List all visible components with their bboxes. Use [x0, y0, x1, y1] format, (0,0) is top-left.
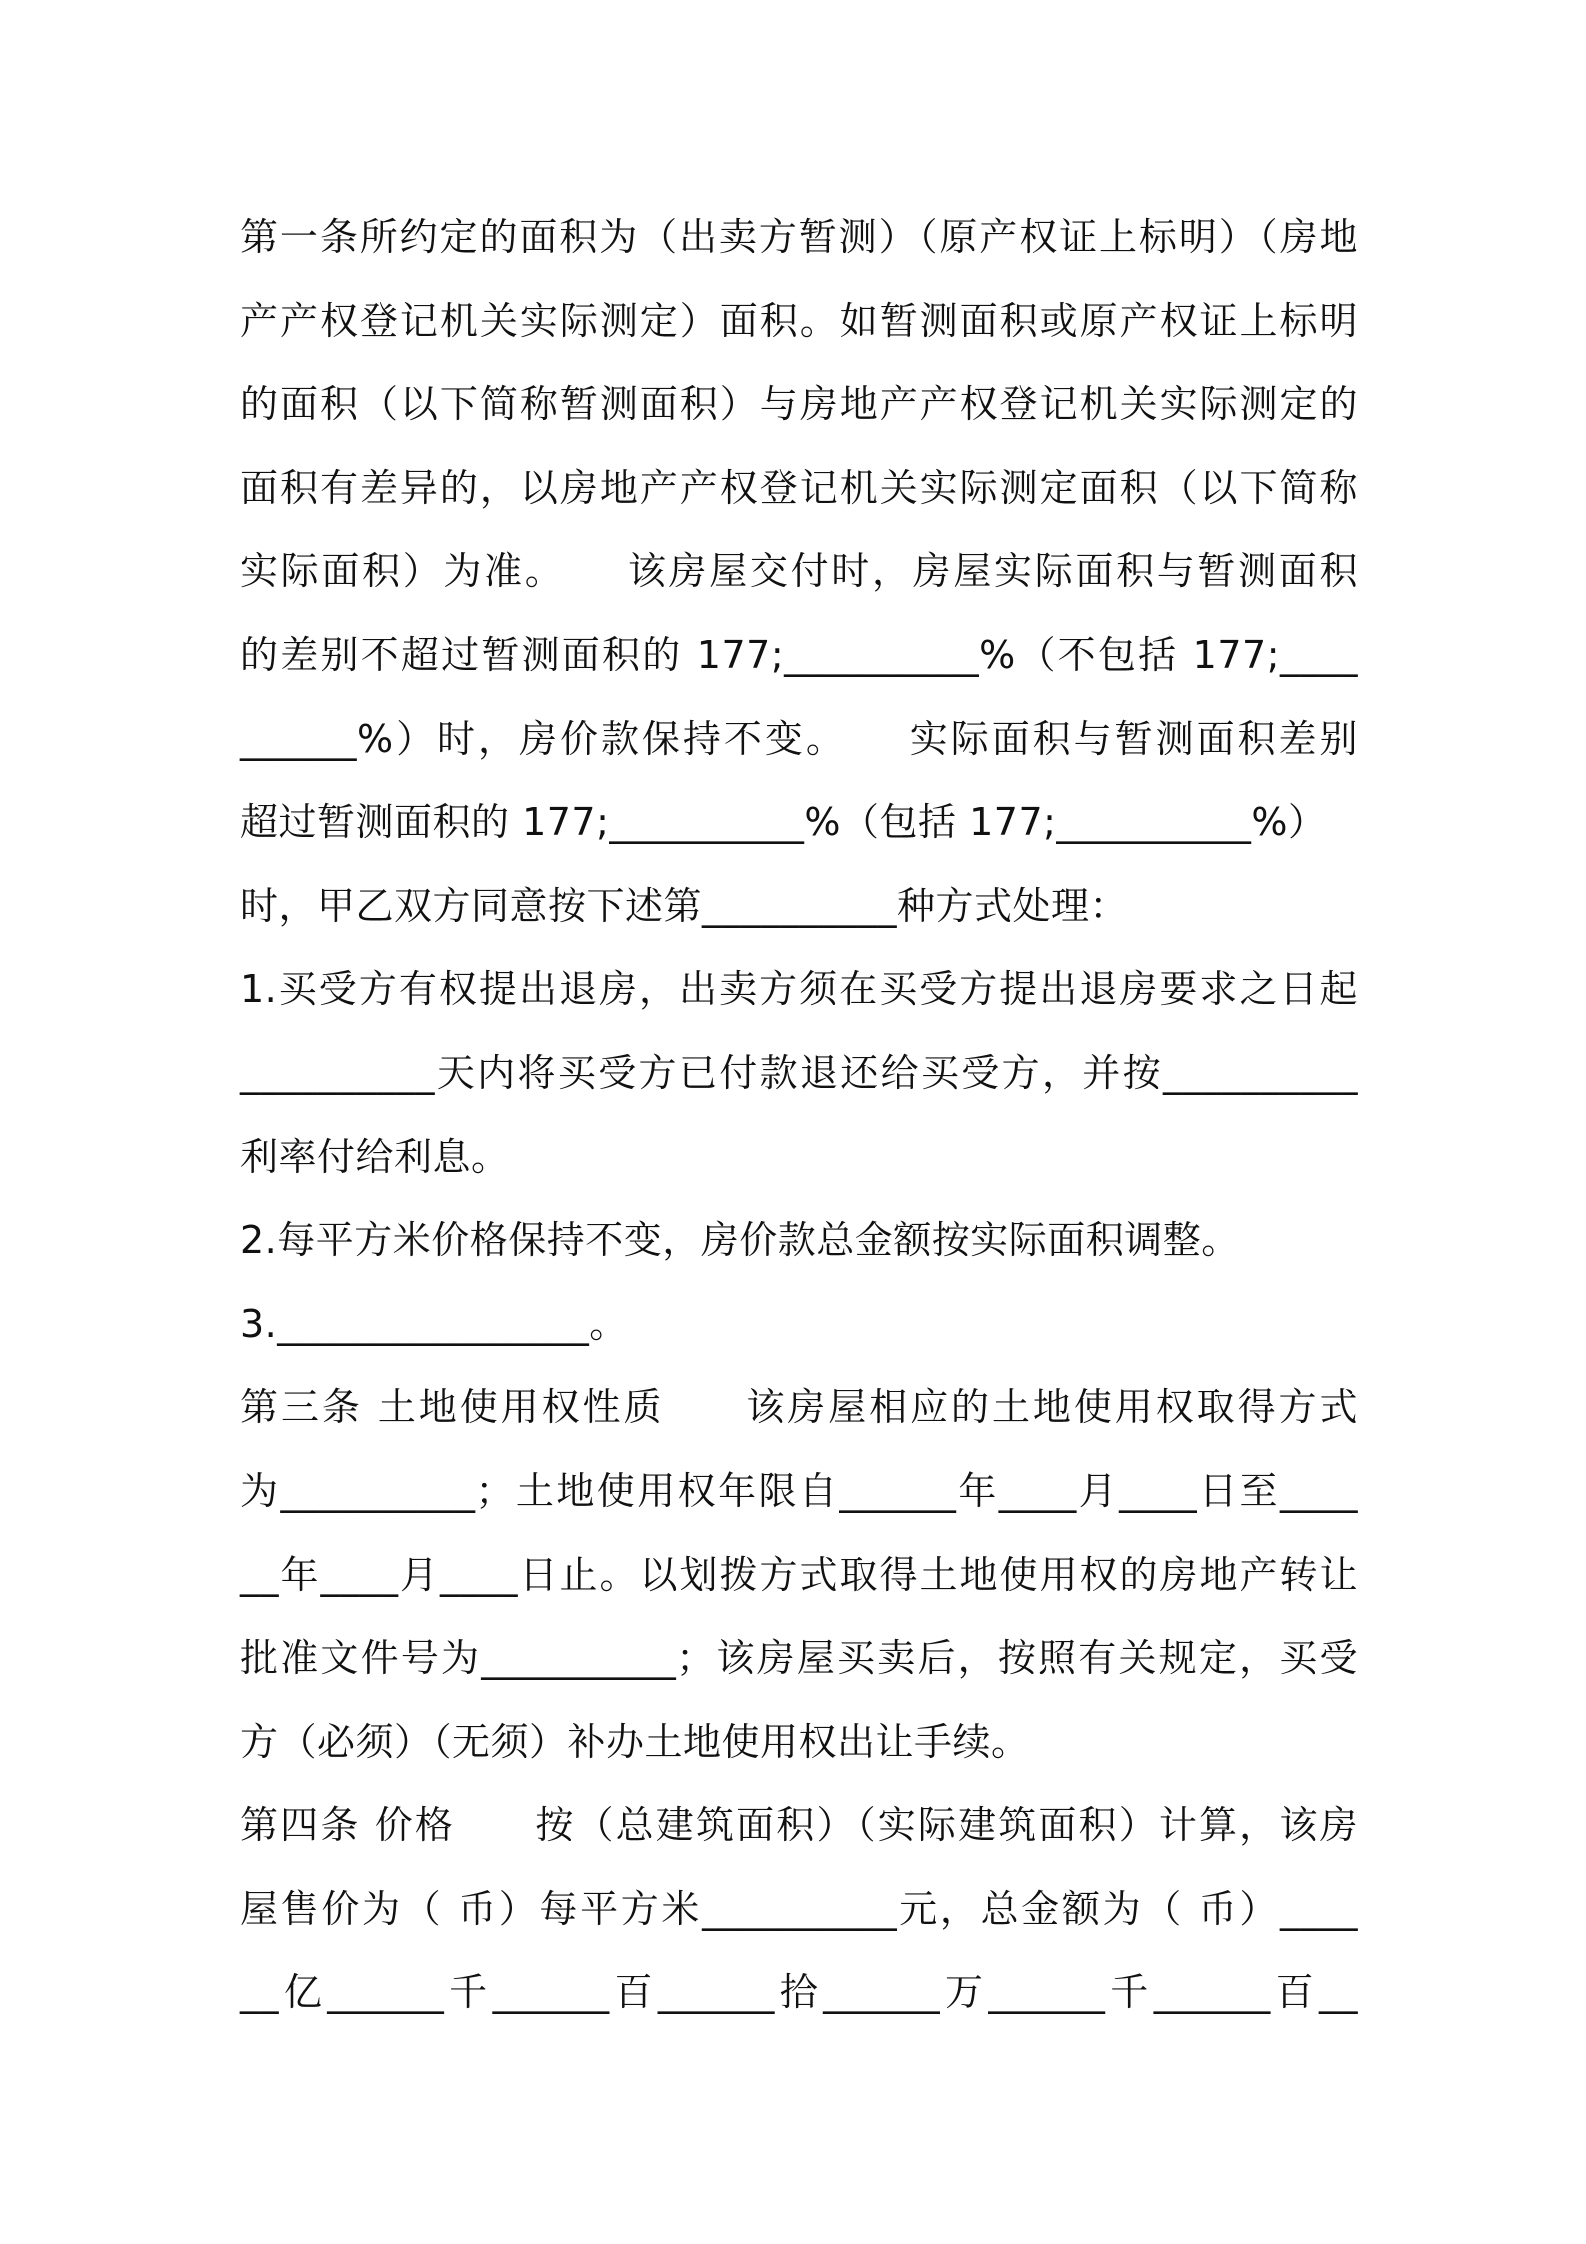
- text-line: 1.买受方有权提出退房，出卖方须在买受方提出退房要求之日起: [240, 967, 1358, 1012]
- text-line: 第三条 土地使用权性质 该房屋相应的土地使用权取得方式: [240, 1385, 1358, 1430]
- text-line: 时，甲乙双方同意按下述第__________种方式处理：: [240, 883, 1129, 928]
- text-line: 方（必须）（无须）补办土地使用权出让手续。: [240, 1719, 1030, 1764]
- text-line: 产产权登记机关实际测定）面积。如暂测面积或原产权证上标明: [240, 298, 1358, 343]
- text-line: 的面积（以下简称暂测面积）与房地产产权登记机关实际测定的: [240, 382, 1358, 427]
- text-line: 屋售价为（ 币）每平方米__________元，总金额为（ 币）____: [240, 1886, 1358, 1931]
- text-line: 实际面积）为准。 该房屋交付时，房屋实际面积与暂测面积: [240, 549, 1358, 594]
- text-line: 3.________________。: [240, 1301, 628, 1346]
- text-line: ______%）时，房价款保持不变。 实际面积与暂测面积差别: [240, 716, 1358, 761]
- text-line: 2.每平方米价格保持不变，房价款总金额按实际面积调整。: [240, 1218, 1240, 1263]
- text-line: 面积有差异的，以房地产产权登记机关实际测定面积（以下简称: [240, 465, 1358, 510]
- text-line: __亿______千______百______拾______万______千______百__: [240, 1970, 1358, 2015]
- text-line: 第一条所约定的面积为（出卖方暂测）（原产权证上标明）（房地: [240, 215, 1358, 259]
- text-line: 利率付给利息。: [240, 1134, 510, 1179]
- text-line: 为__________；土地使用权年限自______年____月____日至____: [240, 1468, 1358, 1513]
- text-line: 第四条 价格 按（总建筑面积）（实际建筑面积）计算，该房: [240, 1803, 1358, 1848]
- text-line: __________天内将买受方已付款退还给买受方，并按__________: [240, 1050, 1358, 1095]
- text-line: 批准文件号为__________；该房屋买卖后，按照有关规定，买受: [240, 1636, 1358, 1681]
- text-line: 超过暂测面积的 177;__________%（包括 177;__________%）: [240, 800, 1327, 845]
- contract-text: [240, 196, 1358, 2035]
- text-line: __年____月____日止。以划拨方式取得土地使用权的房地产转让: [240, 1552, 1358, 1597]
- text-line: 的差别不超过暂测面积的 177;__________%（不包括 177;____: [240, 632, 1358, 677]
